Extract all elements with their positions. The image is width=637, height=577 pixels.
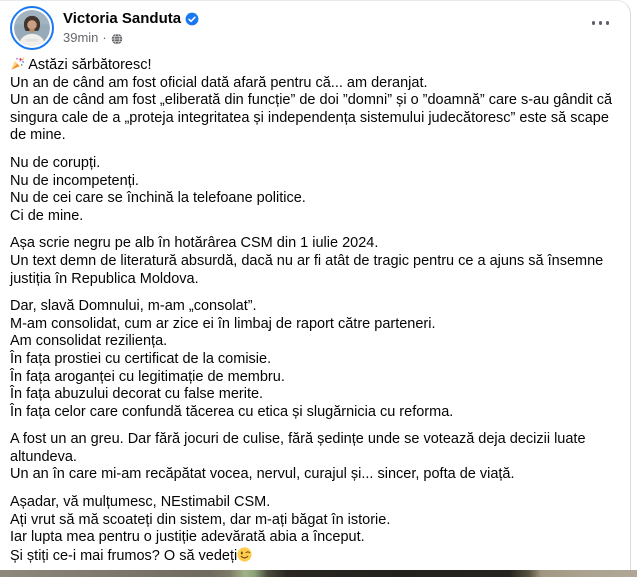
post-text-line: În fața celor care confundă tăcerea cu etica și slugărnicia cu reforma. bbox=[10, 403, 454, 420]
post-text-line: Astăzi sărbătoresc! bbox=[10, 56, 618, 75]
ellipsis-icon bbox=[592, 21, 610, 25]
post-paragraph bbox=[10, 235, 618, 288]
post-paragraph bbox=[10, 298, 618, 421]
author-row bbox=[63, 9, 199, 28]
post-paragraph bbox=[10, 56, 618, 145]
post-text-line: A fost un an greu. Dar fără jocuri de culise, fără ședințe unde se votează deja decizii luate altundeva. bbox=[10, 431, 586, 465]
post-paragraph bbox=[10, 431, 618, 484]
post-paragraph bbox=[10, 494, 618, 565]
post-menu-button[interactable] bbox=[587, 16, 615, 30]
post-text-line: Nu de cei care se închină la telefoane politice. bbox=[10, 190, 306, 207]
post-content bbox=[0, 50, 630, 565]
header-meta bbox=[63, 6, 199, 46]
avatar-photo bbox=[14, 10, 50, 46]
post-text-line: Și știți ce-i mai frumos? O să vedeți bbox=[10, 547, 618, 566]
post-text-line: Un text demn de literatură absurdă, dacă nu ar fi atât de tragic pentru ce a ajuns să însemne justiția în Republica Moldova. bbox=[10, 252, 604, 287]
post-text-line: Ci de mine. bbox=[10, 207, 84, 224]
post-text-line: Am consolidat reziliența. bbox=[10, 333, 168, 350]
avatar[interactable] bbox=[10, 6, 54, 50]
globe-icon bbox=[111, 32, 123, 45]
post-text-line: Un an de când am fost „eliberată din funcție” de doi ”domni” și o ”doamnă” care s-au gândit că singura cale de a „proteja integritatea și independența sistemului judecătoresc” este să scape de mine. bbox=[10, 92, 613, 144]
post-text-line: Dar, slavă Domnului, m-am „consolat”. bbox=[10, 298, 257, 315]
post-text-line: Așadar, vă mulțumesc, NEstimabil CSM. bbox=[10, 494, 271, 511]
party-popper-icon bbox=[10, 56, 25, 71]
post-paragraph bbox=[10, 155, 618, 225]
winking-face-icon bbox=[237, 547, 252, 562]
post-meta-row bbox=[63, 30, 199, 46]
timestamp[interactable]: 39min bbox=[63, 30, 99, 45]
attached-photo-top-edge[interactable] bbox=[0, 570, 637, 577]
author-name[interactable]: Victoria Sanduta bbox=[63, 10, 182, 27]
meta-separator: · bbox=[102, 30, 107, 45]
post-text-line: Ați vrut să mă scoateți din sistem, dar m-ați băgat în istorie. bbox=[10, 511, 391, 528]
post-text-line: În fața abuzului decorat cu false merite. bbox=[10, 386, 264, 403]
post-text-line: În fața aroganței cu legitimație de membru. bbox=[10, 368, 285, 385]
verified-badge-icon bbox=[185, 12, 199, 26]
post-header bbox=[0, 1, 630, 50]
post-text-line: Așa scrie negru pe alb în hotărârea CSM din 1 iulie 2024. bbox=[10, 235, 379, 252]
post-text-line: Un an de când am fost oficial dată afară pentru că... am deranjat. bbox=[10, 74, 428, 91]
post-text-line: Iar lupta mea pentru o justiție adevărată abia a început. bbox=[10, 529, 365, 546]
post-text-line: Nu de corupți. bbox=[10, 154, 101, 171]
post-text-line: Un an în care mi-am recăpătat vocea, nervul, curajul și... sincer, pofta de viață. bbox=[10, 466, 515, 483]
post-text-line: Nu de incompetenți. bbox=[10, 172, 139, 189]
post-text-line: În fața prostiei cu certificat de la comisie. bbox=[10, 350, 272, 367]
post-text-line: M-am consolidat, cum ar zice ei în limbaj de raport către parteneri. bbox=[10, 315, 436, 332]
